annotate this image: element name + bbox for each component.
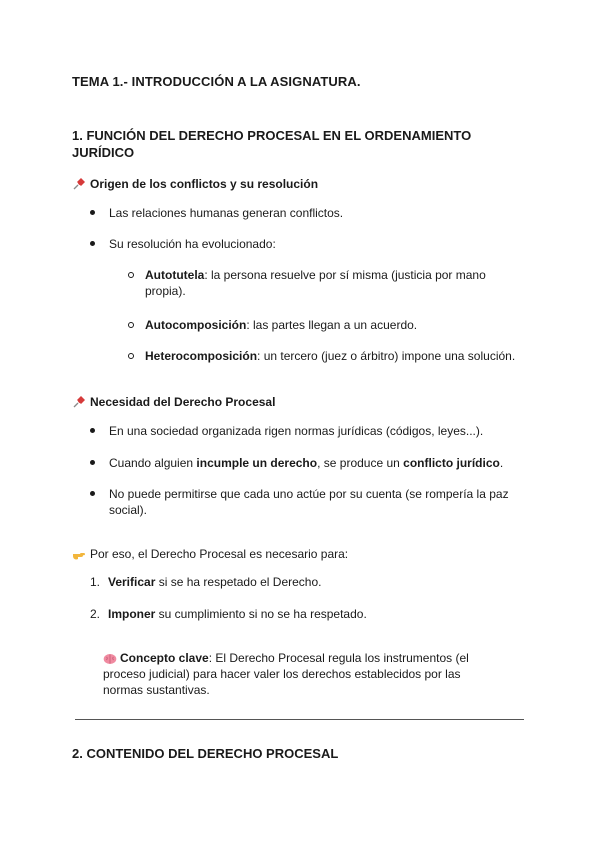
bullet-dot <box>90 210 95 215</box>
list-item: En una sociedad organizada rigen normas jurídicas (códigos, leyes...). <box>109 424 484 438</box>
brain-icon <box>103 653 117 665</box>
term-autocomposicion: Autocomposición <box>145 318 247 332</box>
list-number: 1. <box>90 575 101 589</box>
list-number: 2. <box>90 607 101 621</box>
section-1-heading: 1. FUNCIÓN DEL DERECHO PROCESAL EN EL ORDENAMIENTO JURÍDICO <box>72 128 472 160</box>
list-item <box>109 455 503 471</box>
text-run: su cumplimiento si no se ha respetado. <box>155 607 367 621</box>
bold-term: incumple un derecho <box>196 456 318 470</box>
ordered-item-verificar <box>108 574 321 590</box>
bold-term: Imponer <box>108 607 156 621</box>
bullet-dot <box>90 241 95 246</box>
key-concept-text: : El Derecho Procesal regula los instrumentos (el proceso judicial) para hacer valer los derechos establecidos por las normas sustantivas. <box>103 651 469 697</box>
subsection-necessity-heading <box>72 395 275 409</box>
bullet-dot <box>90 491 95 496</box>
horizontal-divider <box>75 719 524 720</box>
bullet-circle <box>128 322 134 328</box>
section-2-heading: 2. CONTENIDO DEL DERECHO PROCESAL <box>72 746 339 761</box>
key-concept-note <box>103 650 483 698</box>
therefore-line <box>72 546 348 562</box>
list-item-heterocomposicion <box>145 348 515 364</box>
bold-term: conflicto jurídico <box>403 456 500 470</box>
list-item: No puede permitirse que cada uno actúe por su cuenta (se rompería la paz social). <box>109 487 509 517</box>
key-concept-label: Concepto clave <box>120 651 209 665</box>
text-run: . <box>499 456 504 470</box>
term-heterocomposicion: Heterocomposición <box>145 349 258 363</box>
bold-term: Verificar <box>108 575 156 589</box>
term-autotutela: Autotutela <box>145 268 205 282</box>
list-item-autotutela <box>145 267 505 299</box>
bullet-circle <box>128 353 134 359</box>
bullet-dot <box>90 460 95 465</box>
pointing-hand-icon <box>72 549 86 561</box>
list-item-autocomposicion <box>145 317 417 333</box>
therefore-text: Por eso, el Derecho Procesal es necesario para: <box>90 547 349 561</box>
bullet-dot <box>90 428 95 433</box>
text-run: si se ha respetado el Derecho. <box>155 575 322 589</box>
list-item: Su resolución ha evolucionado: <box>109 237 276 251</box>
definition-text: : la persona resuelve por sí misma (justicia por mano propia). <box>145 268 486 298</box>
text-run: Cuando alguien <box>109 456 197 470</box>
definition-text: : las partes llegan a un acuerdo. <box>246 318 418 332</box>
definition-text: : un tercero (juez o árbitro) impone una solución. <box>257 349 516 363</box>
subsection-necessity-label: Necesidad del Derecho Procesal <box>90 395 276 409</box>
bullet-circle <box>128 272 134 278</box>
text-run: , se produce un <box>317 456 404 470</box>
list-item: Las relaciones humanas generan conflictos. <box>109 206 344 220</box>
subsection-origin-label: Origen de los conflictos y su resolución <box>90 177 319 191</box>
subsection-origin-heading <box>72 177 318 191</box>
ordered-item-imponer <box>108 606 367 622</box>
page-title: TEMA 1.- INTRODUCCIÓN A LA ASIGNATURA. <box>72 74 361 89</box>
pushpin-icon <box>72 177 86 191</box>
pushpin-icon <box>72 395 86 409</box>
